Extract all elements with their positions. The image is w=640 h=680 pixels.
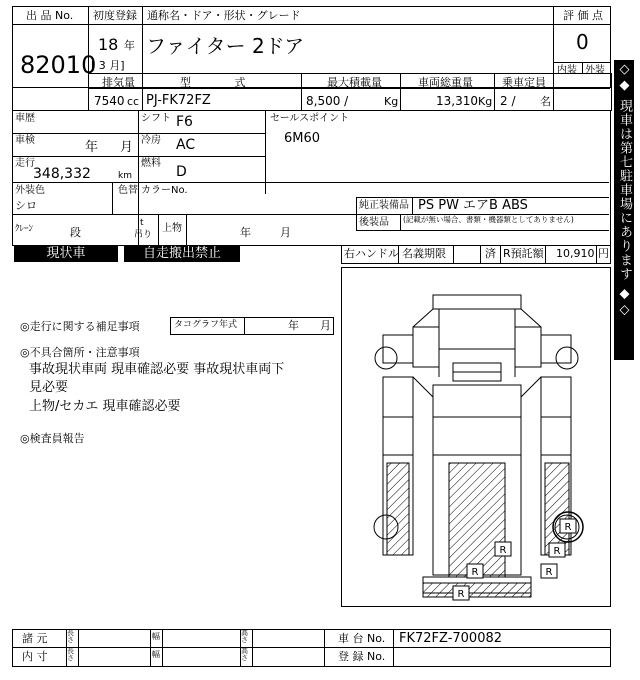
inspection-label: 車検 xyxy=(15,135,35,146)
shift-value: F6 xyxy=(176,114,193,130)
length-label-2: 長さ xyxy=(67,647,74,662)
mark-r-2: R xyxy=(553,546,561,557)
fuel-label: 燃料 xyxy=(141,158,161,169)
mark-r-1: R xyxy=(499,545,507,556)
exterior-color-value: シロ xyxy=(15,199,37,212)
status-tag-as-is: 現状車 xyxy=(14,245,118,262)
fuel-value: D xyxy=(176,164,187,180)
mark-r-5: R xyxy=(545,567,553,578)
inspection-month-unit: 月 xyxy=(120,140,134,155)
gross-weight-unit: Kg xyxy=(478,95,493,108)
interior-dims-label: 内 寸 xyxy=(22,650,48,663)
sales-point-value: 6M60 xyxy=(284,131,321,146)
truck-diagram xyxy=(341,267,611,607)
ac-value: AC xyxy=(176,137,196,153)
max-load-label: 最大積載量 xyxy=(327,76,382,89)
driving-notes-label: ◎走行に関する補足事項 xyxy=(20,320,140,333)
width-label-2: 幅 xyxy=(152,650,160,659)
dims-label: 諸 元 xyxy=(22,632,48,645)
history-label: 車歴 xyxy=(15,113,35,124)
length-label: 長さ xyxy=(67,629,74,644)
defects-line-3: 上物/セカエ 現車確認必要 xyxy=(29,399,181,414)
defects-line-1: 事故現状車両 現車確認必要 事故現状車両下 xyxy=(29,362,285,377)
gross-weight-value: 13,310 xyxy=(436,94,478,108)
score-value: 0 xyxy=(576,30,589,54)
registration-label: 名義期限 xyxy=(402,247,446,260)
std-equip-value: PS PW エアB ABS xyxy=(418,198,528,213)
model-value: PJ-FK72FZ xyxy=(146,93,211,108)
ac-label: 冷房 xyxy=(141,135,161,146)
side-banner-text: ◇◆ 現車は第七駐車場にあります ◆◇ xyxy=(617,62,632,319)
vehicle-name: ファイター 2ドア xyxy=(146,34,305,58)
tacho-label: タコグラフ年式 xyxy=(174,320,238,330)
footer-frame xyxy=(12,629,611,667)
name-label: 通称名・ドア・形状・グレード xyxy=(147,9,301,22)
capacity-unit: 名 xyxy=(540,95,551,108)
displacement-label: 排気量 xyxy=(102,76,135,89)
shift-label: シフト xyxy=(141,113,171,124)
inspection-year-unit: 年 xyxy=(85,140,99,155)
lot-no-value: 82010 xyxy=(20,51,97,79)
displacement-value: 7540 xyxy=(94,94,125,108)
body-month-unit: 月 xyxy=(280,226,291,239)
recycle-label: R預託額 xyxy=(503,247,544,260)
chassis-value: FK72FZ-700082 xyxy=(399,631,503,646)
std-equip-label: 純正装備品 xyxy=(359,200,409,211)
aftermarket-note: (記載が無い場合、書類・機器類としてありません) xyxy=(403,215,574,224)
crane-hook-unit: 吊り xyxy=(134,230,153,240)
first-reg-year-unit: 年 xyxy=(124,39,135,52)
defects-label: ◎不具合箇所・注意事項 xyxy=(20,346,140,359)
mark-r-6: R xyxy=(457,589,465,600)
mark-r-3: R xyxy=(564,522,572,533)
body-label: 上物 xyxy=(162,223,182,234)
lot-no-label: 出 品 No. xyxy=(26,9,74,22)
color-no-label: カラーNo. xyxy=(141,185,188,196)
gross-weight-label: 車両総重量 xyxy=(418,76,473,89)
aftermarket-label: 後装品 xyxy=(359,217,389,228)
max-load-unit: Kg xyxy=(384,95,399,108)
interior-score-label: 内装 xyxy=(557,65,577,76)
tacho-year-unit: 年 xyxy=(288,319,299,332)
body-year-unit: 年 xyxy=(240,226,251,239)
recycle-prefix: 済 xyxy=(485,247,496,260)
first-reg-label: 初度登録 xyxy=(93,9,137,22)
displacement-unit: cc xyxy=(127,95,140,108)
right-hand-label: 右ハンドル xyxy=(344,247,399,260)
model-label: 型 式 xyxy=(180,76,246,89)
height-label-2: 高さ xyxy=(241,647,248,662)
exterior-score-label: 外装 xyxy=(585,65,605,76)
color-change-label: 色替 xyxy=(118,185,138,196)
score-label: 評 価 点 xyxy=(563,9,603,22)
inspector-report-label: ◎検査員報告 xyxy=(20,432,85,445)
recycle-value: 10,910 xyxy=(556,247,595,260)
chassis-label: 車 台 No. xyxy=(338,632,386,645)
mileage-value: 348,332 xyxy=(33,166,91,182)
first-reg-month: [ 3 月] xyxy=(91,59,125,72)
crane-stage-unit: 段 xyxy=(70,226,81,239)
tacho-month-unit: 月 xyxy=(320,319,331,332)
max-load-value: 8,500 / xyxy=(306,94,349,108)
defects-line-2: 見必要 xyxy=(29,380,69,395)
crane-label: ｸﾚｰﾝ xyxy=(15,224,34,234)
mileage-unit: km xyxy=(118,171,132,181)
crane-t-unit: t xyxy=(140,218,144,228)
status-tag-no-self-drive: 自走搬出禁止 xyxy=(124,245,240,262)
exterior-color-label: 外装色 xyxy=(15,185,45,196)
capacity-value: 2 / xyxy=(500,94,516,108)
capacity-label: 乗車定員 xyxy=(502,76,546,89)
reg-no-label: 登 録 No. xyxy=(338,650,386,663)
sales-point-label: セールスポイント xyxy=(270,113,350,124)
mileage-label: 走行 xyxy=(15,158,35,169)
first-reg-year: 18 xyxy=(98,35,119,54)
recycle-unit: 円 xyxy=(598,247,609,260)
mark-r-4: R xyxy=(471,567,479,578)
width-label: 幅 xyxy=(152,632,160,641)
height-label: 高さ xyxy=(241,629,248,644)
